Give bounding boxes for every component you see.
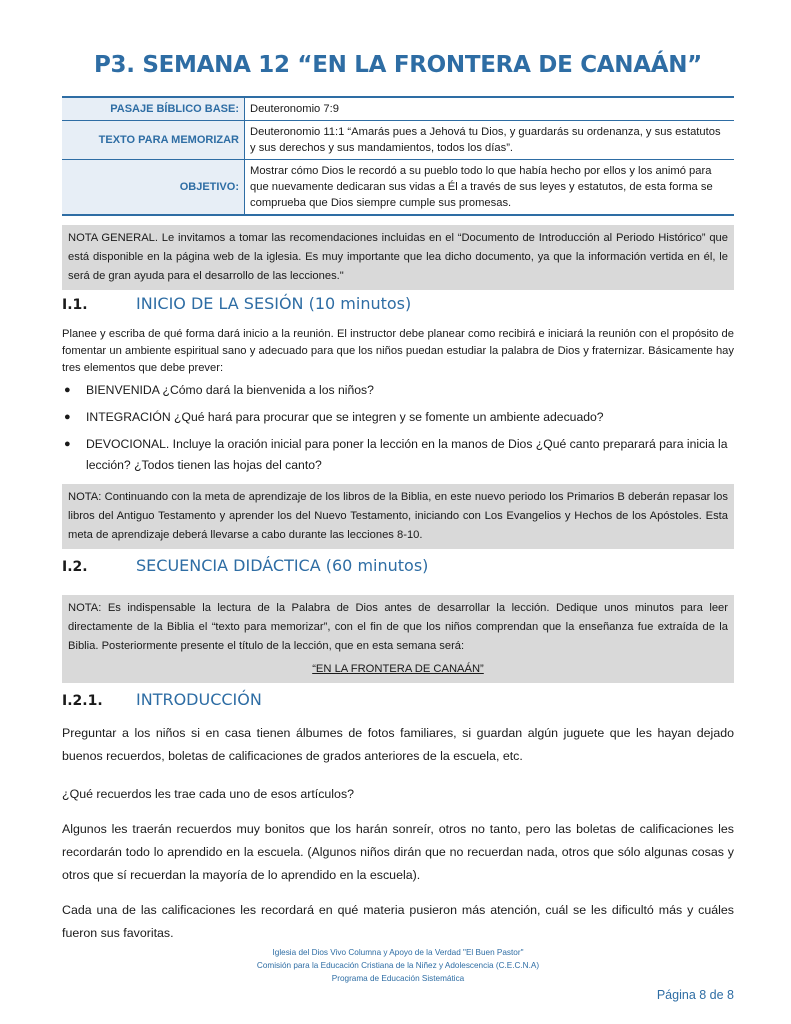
body-paragraph: Preguntar a los niños si en casa tienen álbumes de fotos familiares, si guardan algún juguete que les hayan dejado buenos recuerdos, boletas de calificaciones de grados anteriores de la escuela, etc.	[62, 726, 734, 763]
reading-note	[62, 595, 734, 683]
section-heading-inicio	[62, 294, 411, 313]
page-title: P3. SEMANA 12 “EN LA FRONTERA DE CANAÁN”	[93, 52, 703, 78]
info-row-passage	[62, 97, 734, 121]
section-number: I.2.1.	[62, 693, 103, 709]
info-label: PASAJE BÍBLICO BASE:	[62, 97, 245, 121]
footer-line: Iglesia del Dios Vivo Columna y Apoyo de la Verdad "El Buen Pastor"	[272, 948, 524, 957]
info-value: Deuteronomio 7:9	[250, 103, 339, 115]
bullet-icon: ●	[64, 438, 71, 450]
list-item	[62, 407, 734, 428]
body-paragraph: Algunos les traerán recuerdos muy bonitos que los harán sonreír, otros no tanto, pero las boletas de calificaciones les recordarán todo lo aprendido en la escuela. (Algunos niños dirán que no recuerdan nada, otros que sólo algunas cosas y otros que sí recuerdan la mayoría de lo aprendido en la escuela).	[62, 822, 734, 882]
section-number: I.1.	[62, 297, 88, 313]
page-number: Página 8 de 8	[656, 988, 734, 1002]
info-row-memorize	[62, 121, 734, 160]
section-number: I.2.	[62, 559, 88, 575]
books-note: NOTA: Continuando con la meta de aprendizaje de los libros de la Biblia, en este nuevo periodo los Primarios B deberán repasar los libros del Antiguo Testamento y aprender los del Nuevo Testamento, iniciando con Los Evangelios y Hechos de los Apóstoles. Esta meta de aprendizaje deberá llevarse a cabo durante las lecciones 8-10.	[62, 484, 734, 549]
bullet-icon: ●	[64, 411, 71, 423]
list-item	[62, 380, 734, 401]
info-row-objective	[62, 160, 734, 216]
list-item-text: BIENVENIDA ¿Cómo dará la bienvenida a los niños?	[86, 383, 374, 397]
info-label: TEXTO PARA MEMORIZAR	[62, 121, 245, 160]
bullet-list	[62, 380, 734, 482]
footer-line: Comisión para la Educación Cristiana de la Niñez y Adolescencia (C.E.C.N.A)	[256, 961, 540, 970]
info-value: Deuteronomio 11:1 “Amarás pues a Jehová tu Dios, y guardarás su ordenanza, y sus estatutos y sus derechos y sus mandamientos, todos los días”.	[250, 126, 721, 154]
bullet-icon: ●	[64, 384, 71, 396]
section-heading-secuencia	[62, 556, 428, 575]
info-value: Mostrar cómo Dios le recordó a su pueblo todo lo que había hecho por ellos y los animó para que nuevamente dedicaran sus vidas a Él a través de sus leyes y estatutos, de esta forma se comprueba que Dios siempre cumple sus promesas.	[250, 165, 713, 209]
body-paragraph: Cada una de las calificaciones les recordará en qué materia pusieron más atención, cuál se les dificultó más y cuáles fueron sus favoritas.	[62, 903, 734, 940]
section-heading-introduccion	[62, 690, 262, 709]
reading-note-text: NOTA: Es indispensable la lectura de la Palabra de Dios antes de desarrollar la lección. Dedique unos minutos para leer directamente de la Biblia el “texto para memorizar”, con el fin de que los niños comprendan que la enseñanza fue extraída de la Biblia. Posteriormente presente el título de la lección, que en esta semana será:	[68, 602, 728, 652]
body-paragraph: ¿Qué recuerdos les trae cada uno de esos artículos?	[62, 787, 355, 801]
list-item-text: DEVOCIONAL. Incluye la oración inicial para poner la lección en la manos de Dios ¿Qué canto preparará para inicia la lección? ¿Todos tienen las hojas del canto?	[86, 437, 728, 472]
general-note: NOTA GENERAL. Le invitamos a tomar las recomendaciones incluidas en el “Documento de Introducción al Periodo Histórico” que está disponible en la página web de la iglesia. Es muy importante que lea dicho documento, ya que la información vertida en él, le será de gran ayuda para el desarrollo de las lecciones."	[62, 225, 734, 290]
section-intro-paragraph: Planee y escriba de qué forma dará inicio a la reunión. El instructor debe planear como recibirá e iniciará la reunión con el propósito de fomentar un ambiente espiritual sano y adecuado para que los niños puedan estudiar la palabra de Dios y fraternizar. Básicamente hay tres elementos que debe prever:	[62, 328, 734, 374]
page-footer	[62, 946, 734, 985]
lesson-title: “EN LA FRONTERA DE CANAÁN”	[312, 663, 484, 675]
section-title: INTRODUCCIÓN	[136, 690, 262, 709]
list-item-text: INTEGRACIÓN ¿Qué hará para procurar que se integren y se fomente un ambiente adecuado?	[86, 410, 604, 424]
list-item	[62, 434, 734, 476]
section-title: INICIO DE LA SESIÓN (10 minutos)	[136, 294, 412, 313]
info-label: OBJETIVO:	[62, 160, 245, 216]
lesson-info-table	[62, 96, 734, 216]
footer-line: Programa de Educación Sistemática	[331, 974, 465, 983]
section-title: SECUENCIA DIDÁCTICA (60 minutos)	[136, 556, 429, 575]
